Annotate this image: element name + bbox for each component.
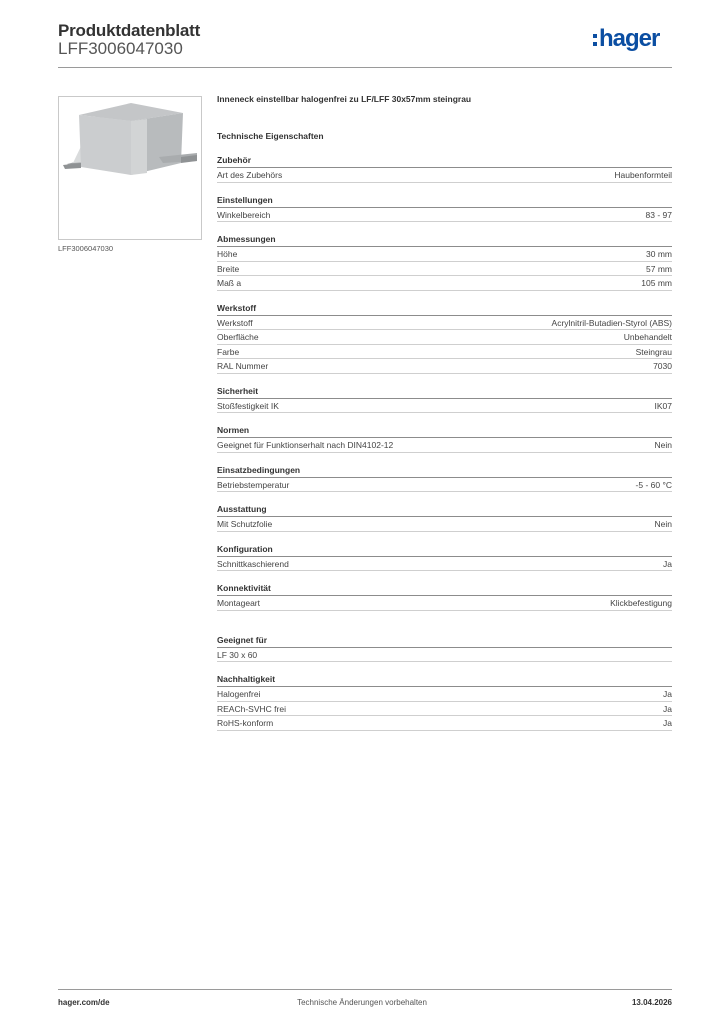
section-title: Einsatzbedingungen — [217, 464, 672, 478]
spec-label: Maß a — [217, 278, 242, 288]
section-title: Abmessungen — [217, 233, 672, 247]
section-title: Einstellungen — [217, 194, 672, 208]
section-title: Zubehör — [217, 154, 672, 168]
spec-section — [217, 543, 672, 572]
spec-row — [217, 247, 672, 262]
section-title: Normen — [217, 424, 672, 438]
page-title: Produktdatenblatt — [58, 21, 201, 40]
spec-value: Unbehandelt — [623, 332, 672, 342]
spec-label: RAL Nummer — [217, 361, 269, 371]
spec-label: Geeignet für Funktionserhalt nach DIN4102-12 — [217, 440, 394, 450]
spec-label: Stoßfestigkeit IK — [217, 400, 279, 411]
tech-heading: Technische Eigenschaften — [217, 131, 324, 141]
spec-row — [217, 276, 672, 291]
spec-value: IK07 — [654, 400, 672, 411]
spec-section — [217, 673, 672, 731]
spec-row — [217, 648, 672, 663]
spec-section — [217, 464, 672, 493]
section-title: Geeignet für — [217, 634, 672, 648]
spec-value: Haubenformteil — [614, 170, 672, 180]
spec-section — [217, 634, 672, 663]
spec-value: Ja — [663, 703, 672, 714]
spec-label: Halogenfrei — [217, 689, 261, 699]
footer-notice: Technische Änderungen vorbehalten — [297, 998, 427, 1007]
spec-label: Farbe — [217, 346, 240, 357]
spec-value: -5 - 60 °C — [635, 479, 672, 490]
product-code: LFF3006047030 — [58, 39, 183, 58]
spec-value: Ja — [663, 558, 672, 569]
spec-content — [217, 92, 672, 731]
spec-label: Höhe — [217, 249, 238, 259]
spec-row — [217, 517, 672, 532]
spec-row — [217, 316, 672, 331]
spec-value: Klickbefestigung — [610, 598, 672, 608]
footer-divider — [58, 989, 672, 990]
spec-section — [217, 233, 672, 291]
product-corner-piece-icon — [59, 97, 201, 239]
spec-row — [217, 345, 672, 360]
spec-section — [217, 582, 672, 611]
spec-value: 30 mm — [646, 249, 672, 259]
spec-row — [217, 208, 672, 223]
spec-row — [217, 399, 672, 414]
spec-value: Nein — [654, 440, 672, 450]
product-image — [58, 96, 202, 240]
spec-value: 105 mm — [641, 278, 672, 288]
footer-website: hager.com/de — [58, 998, 110, 1007]
spec-row — [217, 438, 672, 453]
spec-row — [217, 168, 672, 183]
spec-value: Ja — [663, 718, 672, 728]
spec-row — [217, 557, 672, 572]
spec-section — [217, 424, 672, 453]
spec-row — [217, 359, 672, 374]
spec-value: Nein — [654, 519, 672, 529]
spec-section — [217, 503, 672, 532]
spec-row — [217, 716, 672, 731]
logo-dots-icon — [593, 34, 597, 46]
logo-text: hager — [599, 25, 660, 52]
section-title: Konfiguration — [217, 543, 672, 557]
spec-row — [217, 262, 672, 277]
spec-label: Schnittkaschierend — [217, 558, 289, 569]
spec-label: Betriebstemperatur — [217, 479, 290, 490]
section-title: Werkstoff — [217, 302, 672, 316]
spec-label: Mit Schutzfolie — [217, 519, 273, 529]
spec-sections — [217, 154, 672, 731]
spec-label: Werkstoff — [217, 317, 253, 328]
section-title: Nachhaltigkeit — [217, 673, 672, 687]
spec-section — [217, 154, 672, 183]
hager-logo — [593, 27, 659, 51]
section-title: Ausstattung — [217, 503, 672, 517]
header-divider — [58, 67, 672, 68]
footer-date: 13.04.2026 — [631, 998, 672, 1007]
spec-label: Winkelbereich — [217, 209, 271, 220]
spec-section — [217, 194, 672, 223]
spec-value: 83 - 97 — [645, 209, 672, 220]
spec-label: Oberfläche — [217, 332, 259, 342]
spec-label: RoHS-konform — [217, 718, 274, 728]
spec-section — [217, 302, 672, 374]
section-title: Konnektivität — [217, 582, 672, 596]
spec-label: Montageart — [217, 598, 260, 608]
spec-row — [217, 330, 672, 345]
product-name: Inneneck einstellbar halogenfrei zu LF/LFF 30x57mm steingrau — [217, 94, 472, 104]
spec-label: Breite — [217, 263, 240, 274]
spec-value: Steingrau — [635, 346, 672, 357]
spec-label: Art des Zubehörs — [217, 170, 283, 180]
section-title: Sicherheit — [217, 385, 672, 399]
spec-value: 57 mm — [646, 263, 672, 274]
spec-value: 7030 — [653, 361, 672, 371]
spec-value: Acrylnitril-Butadien-Styrol (ABS) — [551, 317, 672, 328]
spec-label: LF 30 x 60 — [217, 649, 258, 660]
spec-row — [217, 596, 672, 611]
spec-row — [217, 478, 672, 493]
spec-section — [217, 385, 672, 414]
spec-row — [217, 702, 672, 717]
spec-row — [217, 687, 672, 702]
image-caption: LFF3006047030 — [58, 244, 114, 253]
spec-label: REACh-SVHC frei — [217, 703, 286, 714]
spec-value: Ja — [663, 689, 672, 699]
